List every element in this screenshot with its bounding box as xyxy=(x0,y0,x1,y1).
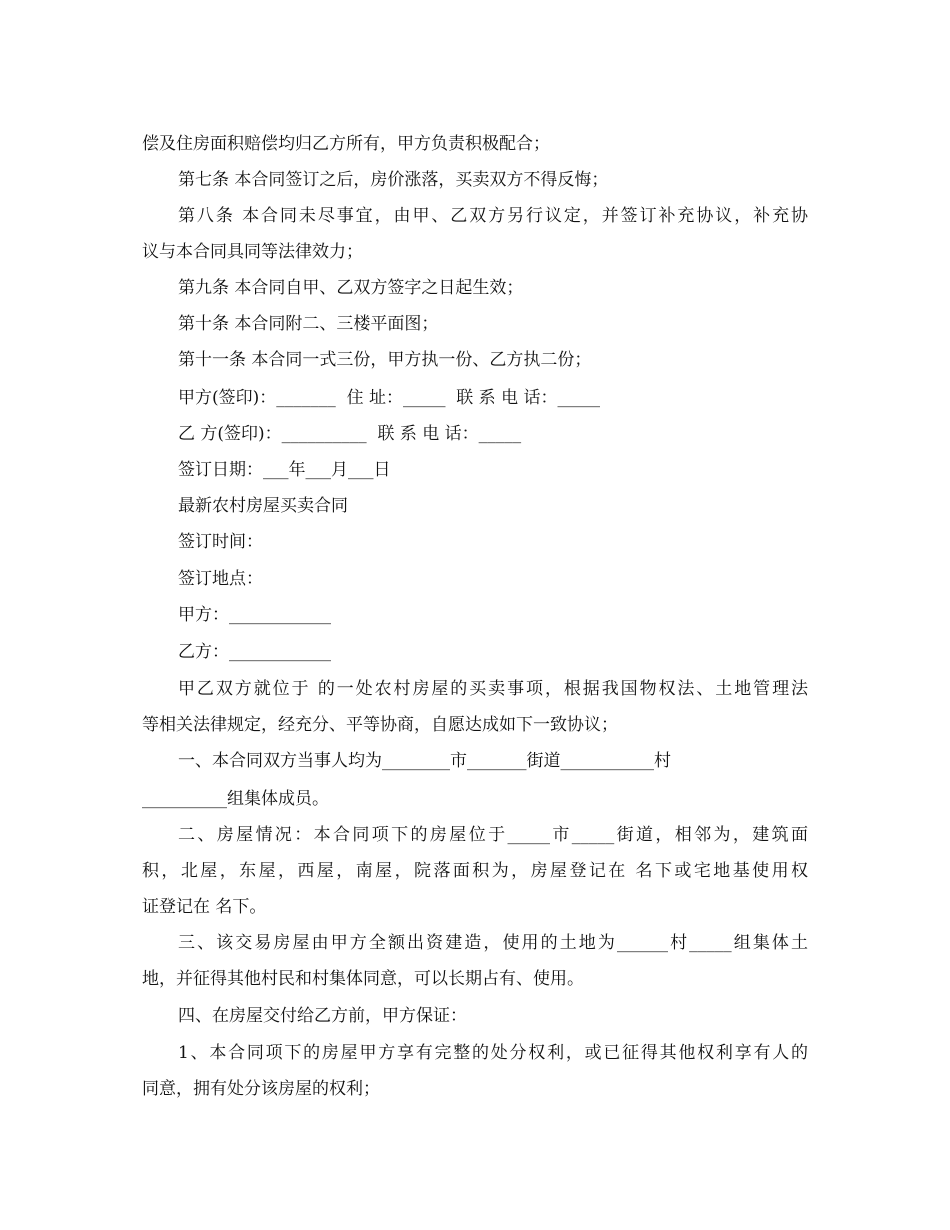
paragraph-line: 第九条 本合同自甲、乙双方签字之日起生效； xyxy=(178,278,524,298)
document-title: 最新农村房屋买卖合同 xyxy=(178,496,348,516)
field-line: 签订地点： xyxy=(178,569,263,589)
paragraph-line: 第七条 本合同签订之后，房价涨落，买卖双方不得反悔； xyxy=(178,170,609,190)
paragraph-line: 二、房屋情况：本合同项下的房屋位于_____市_____街道，相邻为，建筑面 xyxy=(178,825,808,845)
paragraph-line: 第十一条 本合同一式三份，甲方执一份、乙方执二份； xyxy=(178,350,592,370)
paragraph-line: 地，并征得其他村民和村集体同意，可以长期占有、使用。 xyxy=(142,969,584,989)
paragraph-line: 证登记在 名下。 xyxy=(142,897,267,917)
paragraph-line: 同意，拥有处分该房屋的权利； xyxy=(142,1079,380,1099)
party-line: 甲方：____________ xyxy=(178,605,331,625)
paragraph-line: 一、本合同双方当事人均为________市_______街道___________村 xyxy=(178,751,671,771)
party-line: 乙方：____________ xyxy=(178,642,331,662)
paragraph-line: __________组集体成员。 xyxy=(142,789,329,809)
paragraph-line: 四、在房屋交付给乙方前，甲方保证： xyxy=(178,1006,467,1026)
paragraph-line: 甲乙双方就位于 的一处农村房屋的买卖事项，根据我国物权法、土地管理法 xyxy=(178,679,808,699)
paragraph-line: 等相关法律规定，经充分、平等协商，自愿达成如下一致协议； xyxy=(142,715,618,735)
paragraph-line: 第十条 本合同附二、三楼平面图； xyxy=(178,314,439,334)
paragraph-line: 三、该交易房屋由甲方全额出资建造，使用的土地为______村_____组集体土 xyxy=(178,933,808,953)
paragraph-line: 1、本合同项下的房屋甲方享有完整的处分权利，或已征得其他权利享有人的 xyxy=(178,1043,808,1063)
date-line: 签订日期：___年___月___日 xyxy=(178,460,391,480)
paragraph-line: 第八条 本合同未尽事宜，由甲、乙双方另行议定，并签订补充协议，补充协 xyxy=(178,206,808,226)
signature-line: 甲方(签印)：_______ 住 址：_____ 联 系 电 话：_____ xyxy=(178,388,600,408)
paragraph-line: 偿及住房面积赔偿均归乙方所有，甲方负责积极配合； xyxy=(142,134,550,154)
signature-line: 乙 方(签印)：__________ 联 系 电 话：_____ xyxy=(178,424,522,444)
paragraph-line: 议与本合同具同等法律效力； xyxy=(142,242,363,262)
field-line: 签订时间： xyxy=(178,532,263,552)
paragraph-line: 积，北屋，东屋，西屋，南屋，院落面积为，房屋登记在 名下或宅地基使用权 xyxy=(142,861,808,881)
